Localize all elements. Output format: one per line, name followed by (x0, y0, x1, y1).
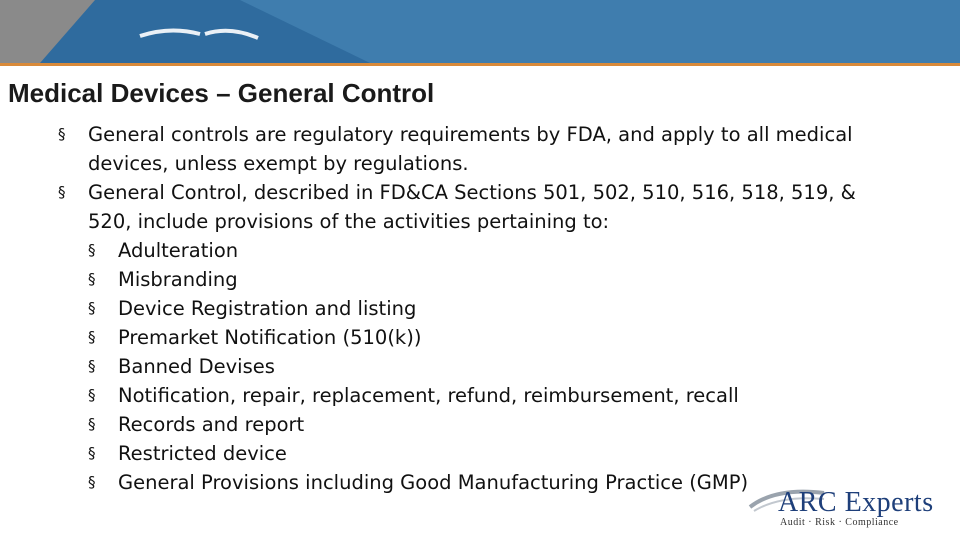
sub-bullet-item (88, 381, 898, 410)
bullet-square-icon: § (88, 241, 96, 259)
sub-bullet-item (88, 294, 898, 323)
sub-bullet-text: Restricted device (118, 442, 287, 465)
sub-bullet-item (88, 439, 898, 468)
sub-bullet-text: Records and report (118, 413, 305, 436)
slide-title: Medical Devices – General Control (8, 78, 435, 108)
sub-bullet-text: Notification, repair, replacement, refund, reimbursement, recall (118, 384, 739, 407)
sub-bullet-text: Adulteration (118, 239, 239, 262)
sub-bullet-text: General Provisions including Good Manufacturing Practice (GMP) (118, 471, 749, 494)
sub-bullet-list (88, 236, 898, 497)
sub-bullet-text: Misbranding (118, 268, 238, 291)
bullet-text: General Control, described in FD&CA Sections 501, 502, 510, 516, 518, 519, & 520, include provisions of the activities pertaining to: (88, 181, 856, 233)
sub-bullet-item (88, 323, 898, 352)
bullet-square-icon: § (88, 270, 96, 288)
bullet-square-icon: § (58, 125, 66, 143)
logo-tagline: Audit · Risk · Compliance (780, 517, 899, 528)
bullet-square-icon: § (88, 415, 96, 433)
banner-graphic (0, 0, 960, 70)
bullet-square-icon: § (88, 299, 96, 317)
header-banner (0, 0, 960, 70)
bullet-item (58, 120, 898, 178)
bullet-square-icon: § (58, 183, 66, 201)
arc-experts-logo (746, 483, 956, 533)
slide-body (58, 120, 898, 497)
sub-bullet-item (88, 352, 898, 381)
bullet-item (58, 178, 898, 497)
sub-bullet-text: Premarket Notification (510(k)) (118, 326, 422, 349)
sub-bullet-text: Banned Devises (118, 355, 275, 378)
bullet-square-icon: § (88, 386, 96, 404)
sub-bullet-item (88, 236, 898, 265)
bullet-square-icon: § (88, 328, 96, 346)
sub-bullet-item (88, 265, 898, 294)
bullet-text: General controls are regulatory requirements by FDA, and apply to all medical devices, unless exempt by regulations. (88, 123, 853, 175)
bullet-square-icon: § (88, 444, 96, 462)
sub-bullet-text: Device Registration and listing (118, 297, 417, 320)
bullet-square-icon: § (88, 357, 96, 375)
bullet-square-icon: § (88, 473, 96, 491)
logo-name: ARC Experts (778, 487, 934, 518)
sub-bullet-item (88, 410, 898, 439)
